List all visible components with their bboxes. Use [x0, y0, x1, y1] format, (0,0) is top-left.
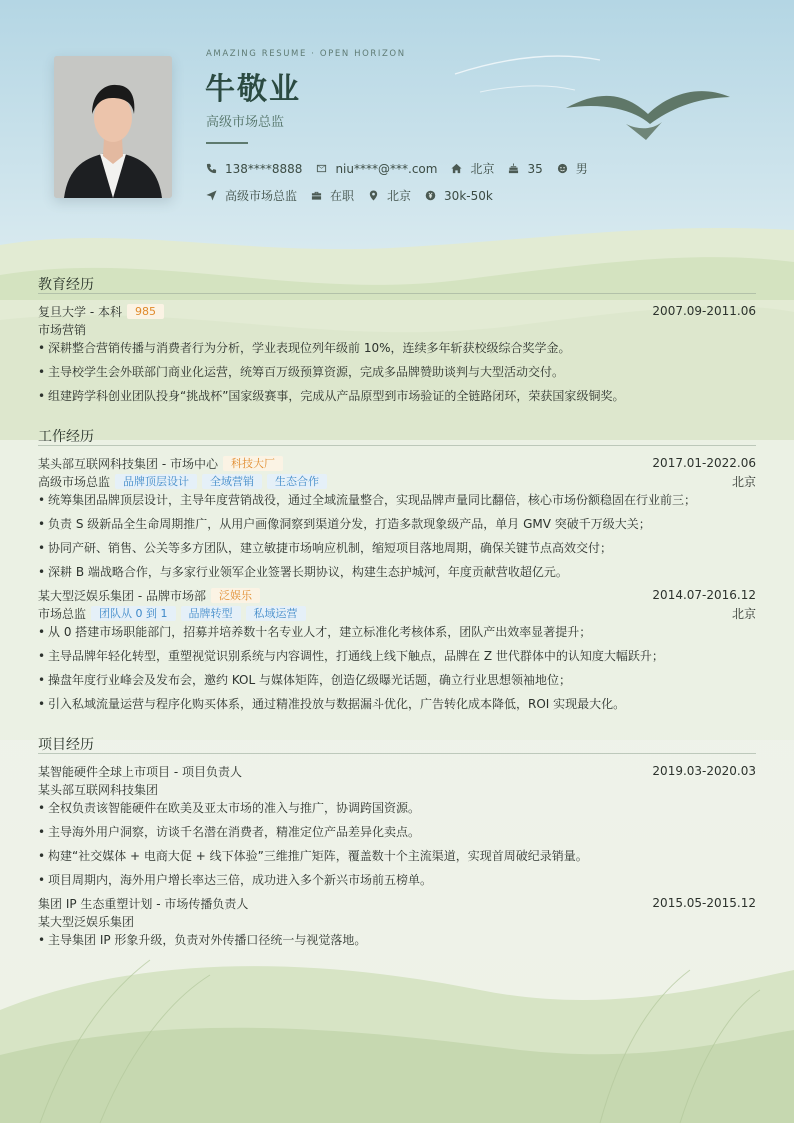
skill-tag: 私域运营 [246, 606, 306, 621]
contact-info-row [206, 160, 602, 177]
intended-position-item [206, 187, 297, 204]
job-date: 2014.07-2016.12 [652, 588, 756, 602]
job-bullet: • 协同产研、销售、公关等多方团队，建立敏捷市场响应机制，缩短项目落地周期，确保关键节点高效交付； [38, 540, 756, 556]
gender-item [557, 160, 588, 177]
skill-tag: 团队从 0 到 1 [91, 606, 176, 621]
education-date: 2007.09-2011.06 [652, 304, 756, 318]
education-bullet: • 深耕整合营销传播与消费者行为分析，学业表现位列年级前 10%，连续多年斩获校级综合奖学金。 [38, 340, 756, 356]
section-divider [38, 753, 756, 754]
send-icon [206, 190, 217, 201]
gender-icon [557, 163, 568, 174]
section-title-education: 教育经历 [38, 277, 94, 293]
title-divider [206, 142, 248, 144]
project-bullet: • 构建“社交媒体 + 电商大促 + 线下体验”三维推广矩阵，覆盖数十个主流渠道，实现首周破纪录销量。 [38, 848, 756, 864]
email-text: niu****@***.com [335, 161, 438, 176]
company-name: 某大型泛娱乐集团 - 品牌市场部 [38, 588, 206, 603]
avatar-portrait [54, 56, 172, 198]
job-role-row [38, 473, 756, 489]
project-header [38, 895, 756, 911]
job-bullet: • 引入私域流量运营与程序化购买体系，通过精准投放与数据漏斗优化，广告转化成本降低，ROI 实现最大化。 [38, 696, 756, 712]
job-city: 北京 [731, 606, 756, 621]
school-name: 复旦大学 - 本科 [38, 304, 122, 319]
education-bullet: • 主导校学生会外联部门商业化运营，统筹百万级预算资源，完成多品牌赞助谈判与大型活动交付。 [38, 364, 756, 380]
project-org: 某大型泛娱乐集团 [38, 914, 135, 929]
company-tag: 泛娱乐 [211, 588, 260, 603]
job-bullet: • 负责 S 级新品全生命周期推广，从用户画像洞察到渠道分发，打造多款现象级产品，单月 GMV 突破千万级大关； [38, 516, 756, 532]
company-tag: 科技大厂 [223, 456, 283, 471]
intended-city-item [368, 187, 411, 204]
project-org: 某头部互联网科技集团 [38, 782, 159, 797]
project-date: 2019.03-2020.03 [652, 764, 756, 778]
gender-text: 男 [575, 162, 588, 176]
salary-text: 30k-50k [444, 188, 493, 203]
project-name: 某智能硬件全球上市项目 - 项目负责人 [38, 764, 242, 779]
project-org-row [38, 781, 756, 797]
project-date: 2015.05-2015.12 [652, 896, 756, 910]
age-item [508, 162, 542, 176]
major: 市场营销 [38, 322, 87, 337]
salary-item [425, 189, 493, 203]
project-header [38, 763, 756, 779]
job-intent-row [206, 187, 507, 204]
candidate-name: 牛敬业 [205, 72, 301, 107]
project-name: 集团 IP 生态重塑计划 - 市场传播负责人 [38, 896, 249, 911]
project-bullet: • 主导集团 IP 形象升级，负责对外传播口径统一与视觉落地。 [38, 932, 756, 948]
job-status-item [311, 187, 354, 204]
section-title-work: 工作经历 [38, 429, 94, 445]
tagline: AMAZING RESUME · OPEN HORIZON [206, 49, 406, 59]
company-name: 某头部互联网科技集团 - 市场中心 [38, 456, 218, 471]
bird-illustration [564, 84, 732, 146]
job-role: 市场总监 [38, 606, 87, 621]
education-major-row [38, 321, 756, 337]
job-date: 2017.01-2022.06 [652, 456, 756, 470]
job-header [38, 587, 756, 603]
briefcase-icon [311, 190, 322, 201]
job-status-text: 在职 [330, 189, 355, 203]
project-bullet: • 全权负责该智能硬件在欧美及亚太市场的准入与推广，协调跨国资源。 [38, 800, 756, 816]
age-text: 35 [527, 161, 543, 176]
project-org-row [38, 913, 756, 929]
job-header [38, 455, 756, 471]
project-bullet: • 项目周期内，海外用户增长率达三倍，成功进入多个新兴市场前五榜单。 [38, 872, 756, 888]
job-city: 北京 [731, 474, 756, 489]
job-bullet: • 统筹集团品牌顶层设计，主导年度营销战役，通过全域流量整合，实现品牌声量同比翻倍，核心市场份额稳固在行业前三； [38, 492, 756, 508]
skill-tag: 全域营销 [202, 474, 262, 489]
section-divider [38, 293, 756, 294]
home-icon [451, 163, 462, 174]
skill-tag: 品牌顶层设计 [115, 474, 197, 489]
skill-tag: 生态合作 [267, 474, 327, 489]
candidate-title: 高级市场总监 [206, 115, 285, 130]
education-header [38, 303, 756, 319]
section-title-projects: 项目经历 [38, 737, 94, 753]
education-bullet: • 组建跨学科创业团队投身“挑战杯”国家级赛事，完成从产品原型到市场验证的全链路闭环，荣获国家级铜奖。 [38, 388, 756, 404]
skill-tag: 品牌转型 [181, 606, 241, 621]
job-role-row [38, 605, 756, 621]
intended-city-text: 北京 [387, 189, 412, 203]
mail-icon [316, 163, 327, 174]
phone-text: 138****8888 [225, 161, 303, 176]
school-tag: 985 [127, 304, 164, 319]
job-role: 高级市场总监 [38, 474, 111, 489]
phone-item [206, 162, 302, 176]
job-bullet: • 从 0 搭建市场职能部门，招募并培养数十名专业人才，建立标准化考核体系，团队产出效率显著提升； [38, 624, 756, 640]
salary-icon [425, 190, 436, 201]
job-bullet: • 深耕 B 端战略合作，与多家行业领军企业签署长期协议，构建生态护城河，年度贡献营收超亿元。 [38, 564, 756, 580]
intended-position-text: 高级市场总监 [225, 189, 298, 203]
location-icon [368, 190, 379, 201]
section-divider [38, 445, 756, 446]
profile-photo [54, 56, 172, 198]
job-bullet: • 主导品牌年轻化转型，重塑视觉识别系统与内容调性，打通线上线下触点，品牌在 Z 世代群体中的认知度大幅跃升； [38, 648, 756, 664]
project-bullet: • 主导海外用户洞察，访谈千名潜在消费者，精准定位产品差异化卖点。 [38, 824, 756, 840]
cake-icon [508, 163, 519, 174]
email-item [316, 162, 437, 176]
hometown-text: 北京 [470, 162, 495, 176]
phone-icon [206, 163, 217, 174]
hometown-item [451, 160, 494, 177]
job-bullet: • 操盘年度行业峰会及发布会，邀约 KOL 与媒体矩阵，创造亿级曝光话题，确立行业思想领袖地位； [38, 672, 756, 688]
